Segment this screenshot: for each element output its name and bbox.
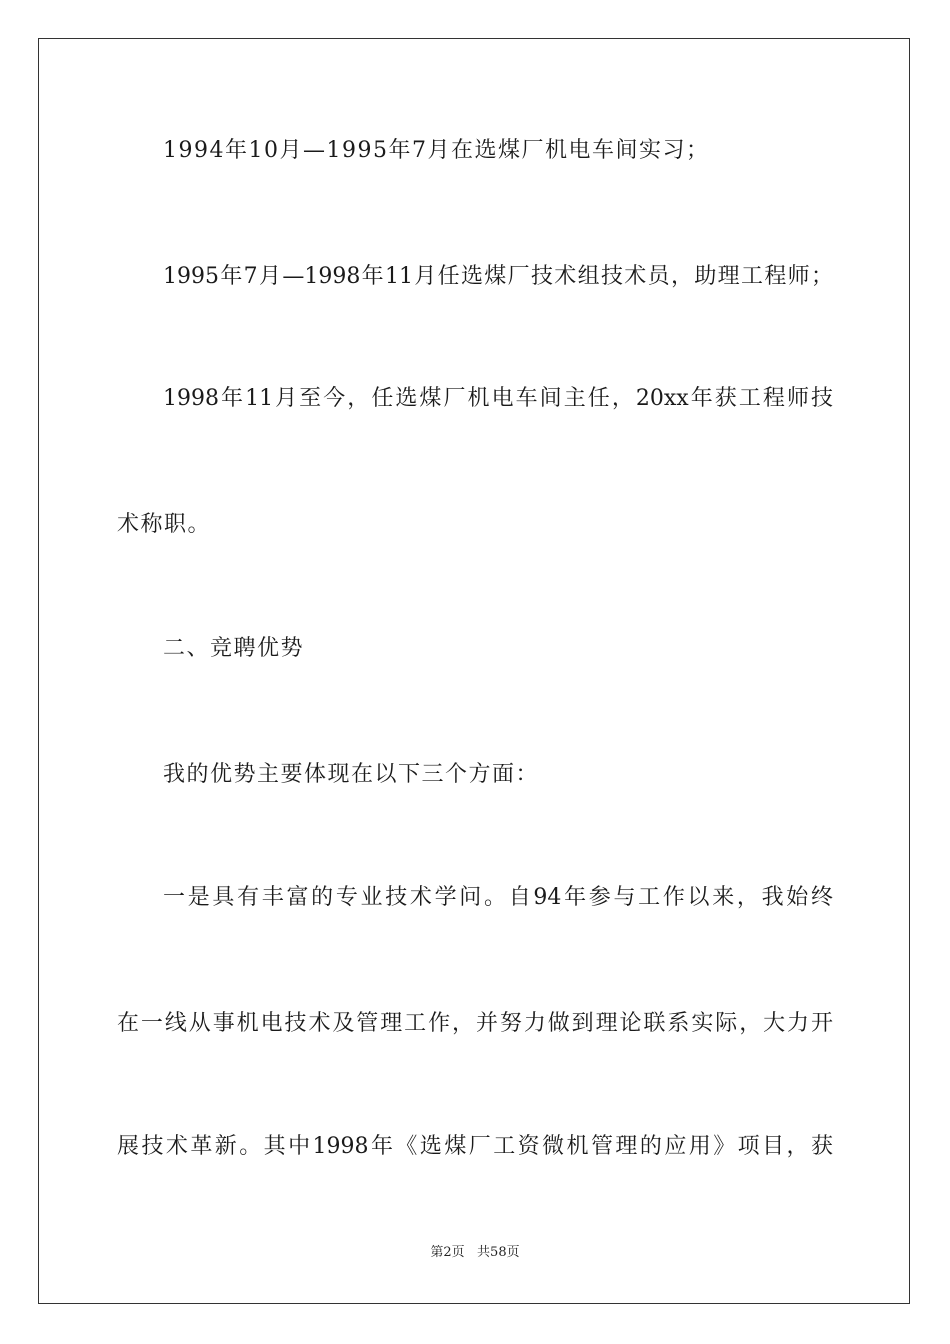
paragraph-line-7: 在一线从事机电技术及管理工作，并努力做到理论联系实际，大力开 (117, 1011, 833, 1036)
paragraph-line-8: 展技术革新。其中1998年《选煤厂工资微机管理的应用》项目，获 (117, 1134, 833, 1159)
paragraph-line-1: 1994年10月—1995年7月在选煤厂机电车间实习； (163, 138, 710, 163)
paragraph-line-4: 术称职。 (117, 512, 212, 537)
section-heading: 二、竞聘优势 (163, 636, 305, 661)
page-footer: 第2页 共58页 (430, 1245, 520, 1260)
paragraph-line-3: 1998年11月至今，任选煤厂机电车间主任，20xx年获工程师技 (163, 386, 833, 411)
paragraph-line-2: 1995年7月—1998年11月任选煤厂技术组技术员，助理工程师； (163, 264, 833, 289)
page-border (38, 38, 910, 1304)
paragraph-line-6: 一是具有丰富的专业技术学问。自94年参与工作以来，我始终 (163, 885, 833, 910)
paragraph-line-5: 我的优势主要体现在以下三个方面： (163, 762, 540, 787)
